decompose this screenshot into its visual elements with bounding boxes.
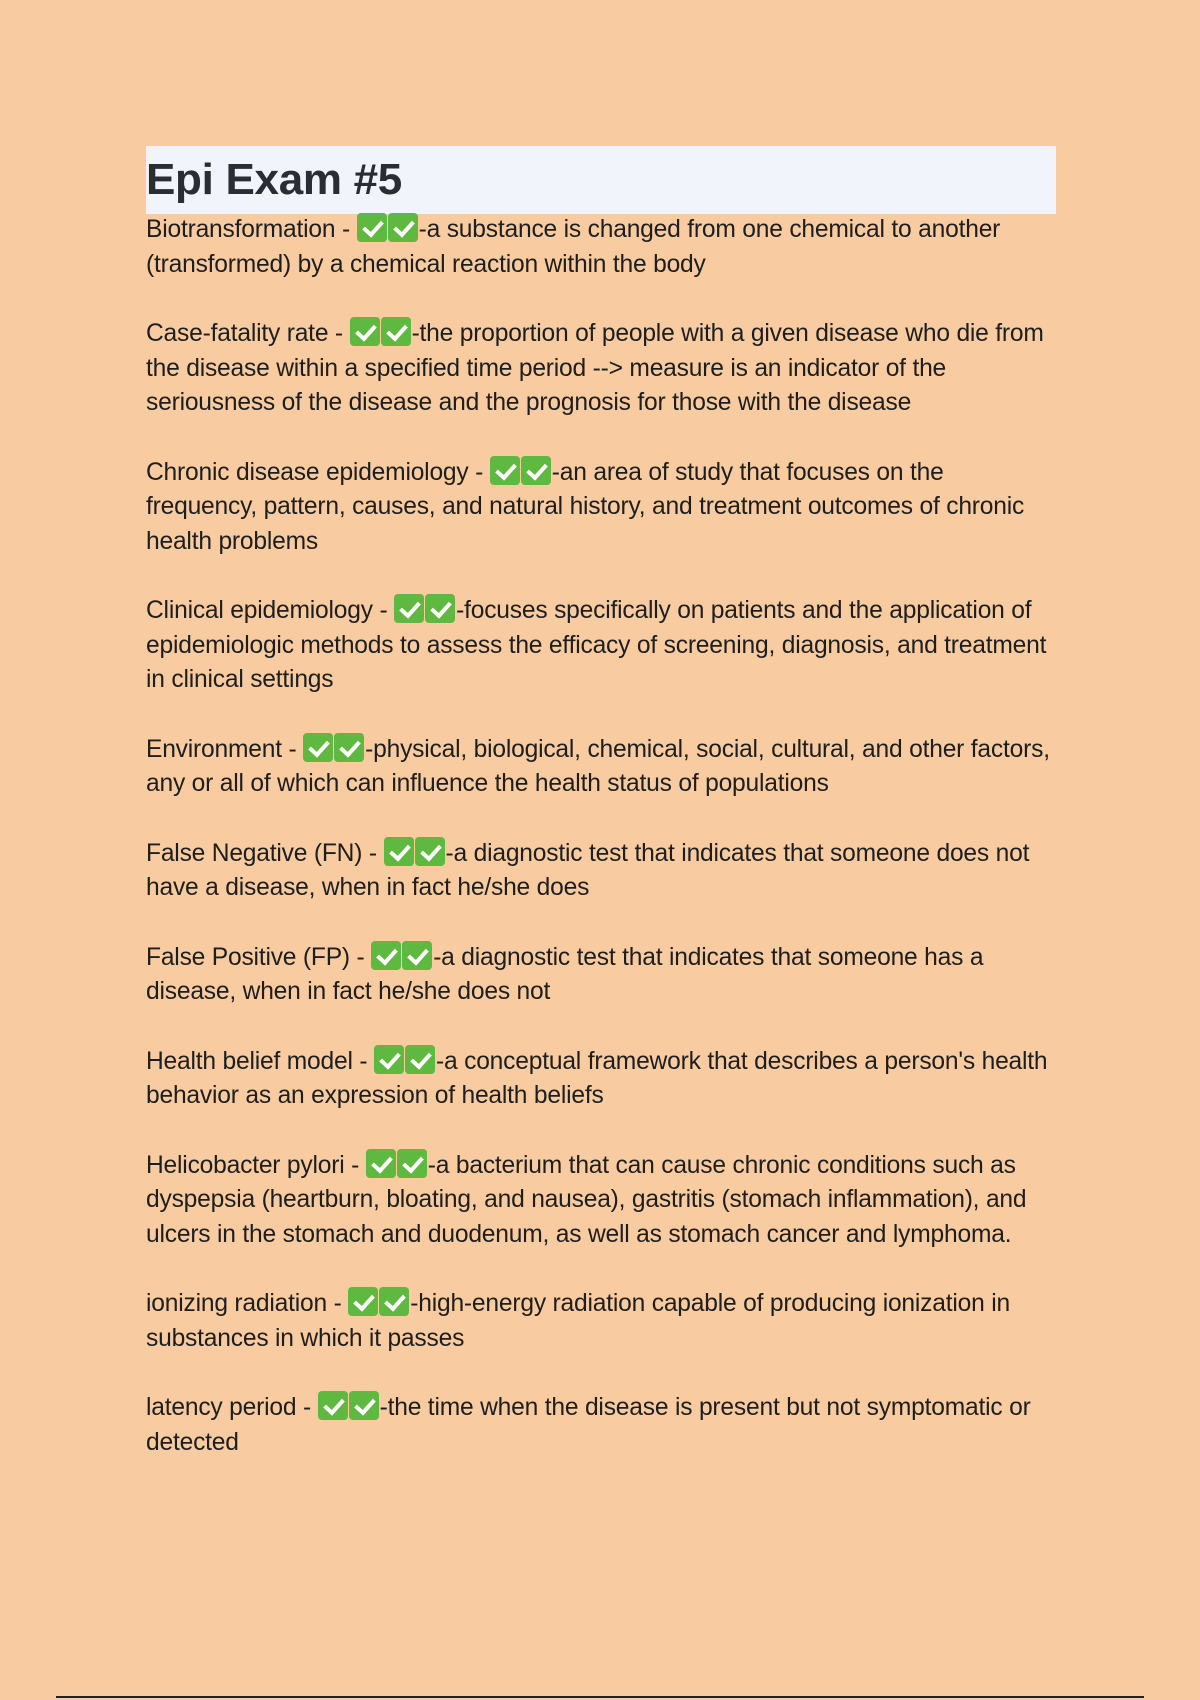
entry-term: Helicobacter pylori - <box>146 1151 366 1179</box>
entry-term: Chronic disease epidemiology - <box>146 458 490 486</box>
entry-list <box>146 213 1056 1460</box>
check-mark-icon <box>397 1149 427 1178</box>
check-mark-icon <box>381 317 411 346</box>
entry <box>146 1045 1056 1114</box>
entry <box>146 594 1056 698</box>
entry-definition: -focuses specifically on patients and the application of epidemiologic methods to assess the efficacy of screening, diagnosis, and treatment in clinical settings <box>146 597 1047 693</box>
check-mark-icon <box>350 317 380 346</box>
check-mark-icon <box>303 733 333 762</box>
entry <box>146 941 1056 1010</box>
entry-term: ionizing radiation - <box>146 1290 349 1317</box>
entry-term: latency period - <box>146 1394 318 1421</box>
check-mark-icon <box>394 594 424 623</box>
entry-definition: -a diagnostic test that indicates that someone has a disease, when in fact he/she does not <box>146 943 984 1005</box>
entry-term: Case-fatality rate - <box>146 320 350 347</box>
entry-term: False Negative (FN) - <box>146 839 384 867</box>
entry-definition: -the proportion of people with a given disease who die from the disease within a specified time period --> measure is an indicator of the seriousness of the disease and the prognosis for those with the disease <box>146 320 1044 416</box>
entry-term: Environment - <box>146 735 304 763</box>
check-mark-icon <box>405 1045 435 1074</box>
check-mark-icon <box>366 1149 396 1178</box>
check-mark-icon <box>357 213 387 242</box>
entry-definition: -a diagnostic test that indicates that someone does not have a disease, when in fact he/she does <box>146 839 1030 901</box>
entry-definition: -the time when the disease is present but not symptomatic or detected <box>146 1394 1031 1456</box>
entry-definition: -physical, biological, chemical, social, cultural, and other factors, any or all of which can influence the health status of populations <box>146 735 1050 797</box>
entry-term: Health belief model - <box>146 1047 374 1075</box>
check-mark-icon <box>384 837 414 866</box>
entry-definition: -an area of study that focuses on the frequency, pattern, causes, and natural history, and treatment outcomes of chronic health problems <box>146 458 1025 555</box>
entry <box>146 1391 1056 1460</box>
check-mark-icon <box>415 837 445 866</box>
entry-term: False Positive (FP) - <box>146 943 372 971</box>
entry <box>146 1149 1056 1253</box>
title-bar <box>146 146 1056 214</box>
entry <box>146 213 1056 282</box>
entry-definition: -a substance is changed from one chemical to another (transformed) by a chemical reaction within the body <box>146 216 1001 278</box>
check-mark-icon <box>425 594 455 623</box>
check-mark-icon <box>349 1391 379 1420</box>
check-mark-icon <box>490 456 520 485</box>
entry <box>146 317 1056 421</box>
check-mark-icon <box>388 213 418 242</box>
entry-term: Biotransformation - <box>146 216 357 243</box>
entry <box>146 1287 1056 1356</box>
check-mark-icon <box>521 456 551 485</box>
check-mark-icon <box>318 1391 348 1420</box>
entry-definition: -high-energy radiation capable of producing ionization in substances in which it passes <box>146 1290 1010 1352</box>
check-mark-icon <box>402 941 432 970</box>
entry-definition: -a conceptual framework that describes a person's health behavior as an expression of health beliefs <box>146 1047 1048 1109</box>
entry-term: Clinical epidemiology - <box>146 597 395 624</box>
check-mark-icon <box>379 1287 409 1316</box>
document-title: Epi Exam #5 <box>146 155 402 204</box>
check-mark-icon <box>374 1045 404 1074</box>
check-mark-icon <box>334 733 364 762</box>
entry <box>146 456 1056 560</box>
page-divider <box>56 1696 1144 1698</box>
check-mark-icon <box>348 1287 378 1316</box>
check-mark-icon <box>371 941 401 970</box>
entry <box>146 837 1056 906</box>
document-page <box>146 146 1056 1495</box>
entry <box>146 733 1056 802</box>
entry-definition: -a bacterium that can cause chronic conditions such as dyspepsia (heartburn, bloating, and nausea), gastritis (stomach inflammation), and ulcers in the stomach and duodenum, as well as stomach cancer and lymphoma. <box>146 1151 1027 1248</box>
